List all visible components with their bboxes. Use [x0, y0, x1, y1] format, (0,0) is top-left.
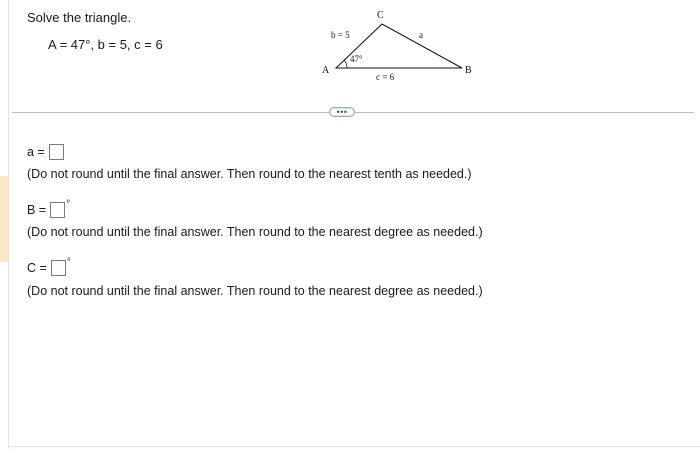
vertex-a-label: A: [322, 65, 330, 76]
answer-row-a: [27, 144, 65, 160]
side-a-label: a: [419, 30, 423, 40]
answer-c-instruction: (Do not round until the final answer. Then round to the nearest degree as needed.): [27, 284, 483, 298]
answer-row-b: [27, 198, 71, 218]
question-prompt: Solve the triangle.: [27, 10, 132, 25]
answer-a-input[interactable]: [49, 144, 64, 160]
expand-more-button[interactable]: •••: [329, 107, 355, 117]
answer-c-label: C =: [27, 261, 47, 275]
answer-b-label: B =: [27, 203, 47, 217]
answer-c-unit: °: [66, 256, 71, 268]
bottom-border: [8, 446, 700, 447]
answer-b-unit: °: [66, 198, 71, 210]
angle-a-label: 47°: [350, 54, 363, 64]
answer-b-input[interactable]: [50, 202, 65, 218]
left-border: [8, 0, 9, 449]
answer-b-instruction: (Do not round until the final answer. Then round to the nearest degree as needed.): [27, 225, 483, 239]
vertex-b-label: B: [465, 65, 472, 76]
answer-row-c: [27, 256, 71, 276]
side-c-label: c = 6: [376, 72, 395, 82]
answer-c-input[interactable]: [51, 260, 66, 276]
active-question-marker: [0, 176, 8, 262]
answer-a-instruction: (Do not round until the final answer. Then round to the nearest tenth as needed.): [27, 167, 472, 181]
side-b-label: b = 5: [331, 30, 350, 40]
answer-a-label: a =: [27, 145, 45, 159]
angle-a-arc: [344, 60, 347, 68]
vertex-c-label: C: [377, 10, 384, 21]
triangle-figure: [316, 6, 496, 86]
given-values: A = 47°, b = 5, c = 6: [48, 37, 163, 52]
